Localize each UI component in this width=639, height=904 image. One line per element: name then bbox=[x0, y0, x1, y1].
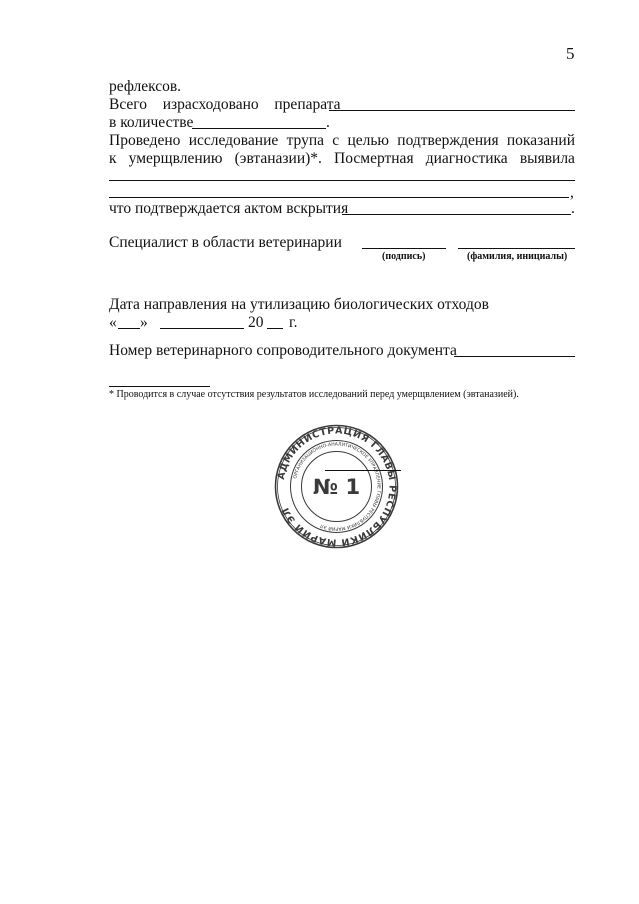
footnote: * Проводится в случае отсутствия результатов исследований перед умерщвлением (эвтаназией). bbox=[109, 389, 519, 400]
day-blank[interactable] bbox=[118, 328, 140, 329]
disposal-label: Дата направления на утилизацию биологических отходов bbox=[109, 296, 489, 313]
autopsy-label: что подтверждается актом вскрытия bbox=[109, 200, 349, 217]
euthanasia-word: к bbox=[109, 150, 117, 167]
autopsy-blank[interactable] bbox=[342, 214, 571, 215]
diagnosis-blank-2[interactable] bbox=[109, 197, 569, 198]
disposal-year-suffix: г. bbox=[289, 314, 298, 331]
euthanasia-word: выявила bbox=[519, 150, 575, 167]
quantity-line bbox=[109, 114, 193, 132]
reflexes-line: рефлексов. bbox=[109, 78, 182, 95]
research-word: показаний bbox=[506, 132, 575, 149]
drug-blank[interactable] bbox=[329, 110, 575, 111]
drug-label-left: Всего bbox=[109, 96, 148, 113]
research-word: с bbox=[332, 132, 340, 149]
research-word: трупа bbox=[286, 132, 324, 149]
stamp-overlay-line bbox=[325, 470, 401, 471]
drug-label-right: препарата bbox=[274, 96, 341, 113]
footnote-separator bbox=[109, 386, 210, 387]
research-word: исследование bbox=[188, 132, 279, 149]
name-caption: (фамилия, инициалы) bbox=[467, 251, 568, 262]
diagnosis-comma: , bbox=[570, 184, 574, 201]
euthanasia-line bbox=[109, 150, 575, 168]
disposal-century: 20 bbox=[248, 314, 264, 331]
year-blank[interactable] bbox=[267, 328, 283, 329]
quantity-label: в количестве bbox=[109, 114, 194, 131]
research-line bbox=[109, 132, 575, 150]
research-word: целью bbox=[347, 132, 390, 149]
signature-blank[interactable] bbox=[362, 248, 446, 249]
autopsy-end: . bbox=[571, 200, 575, 217]
vet-document-blank[interactable] bbox=[454, 356, 575, 357]
diagnosis-blank-1[interactable] bbox=[109, 180, 575, 181]
research-word: подтверждения bbox=[397, 132, 499, 149]
name-blank[interactable] bbox=[458, 248, 575, 249]
quantity-blank[interactable] bbox=[192, 128, 326, 129]
quantity-end: . bbox=[326, 114, 330, 131]
research-word: Проведено bbox=[109, 132, 181, 149]
stamp-number: № 1 bbox=[312, 475, 361, 499]
euthanasia-word: (эвтаназии)*. bbox=[234, 150, 322, 167]
page-number: 5 bbox=[566, 44, 575, 63]
disposal-close-quote: » bbox=[140, 314, 148, 331]
official-stamp bbox=[274, 424, 399, 549]
stamp-outer-textpath: АДМИНИСТРАЦИЯ ГЛАВЫ РЕСПУБЛИКИ МАРИЙ ЭЛ bbox=[275, 425, 398, 548]
euthanasia-word: умерщвлению bbox=[128, 150, 223, 167]
drug-line bbox=[109, 96, 575, 114]
signature-caption: (подпись) bbox=[382, 251, 426, 262]
disposal-open-quote: « bbox=[109, 314, 117, 331]
stamp-inner-textpath: ОРГАНИЗАЦИОННО-АНАЛИТИЧЕСКОЕ УПРАВЛЕНИЕ ГЛАВЫ РЕСПУБЛИКИ МАРИЙ ЭЛ bbox=[293, 442, 381, 531]
euthanasia-word: Посмертная bbox=[334, 150, 414, 167]
euthanasia-word: диагностика bbox=[425, 150, 508, 167]
drug-label-mid: израсходовано bbox=[162, 96, 259, 113]
specialist-label: Специалист в области ветеринарии bbox=[109, 234, 342, 251]
vet-document-label: Номер ветеринарного сопроводительного документа bbox=[109, 342, 457, 359]
month-blank[interactable] bbox=[160, 328, 244, 329]
